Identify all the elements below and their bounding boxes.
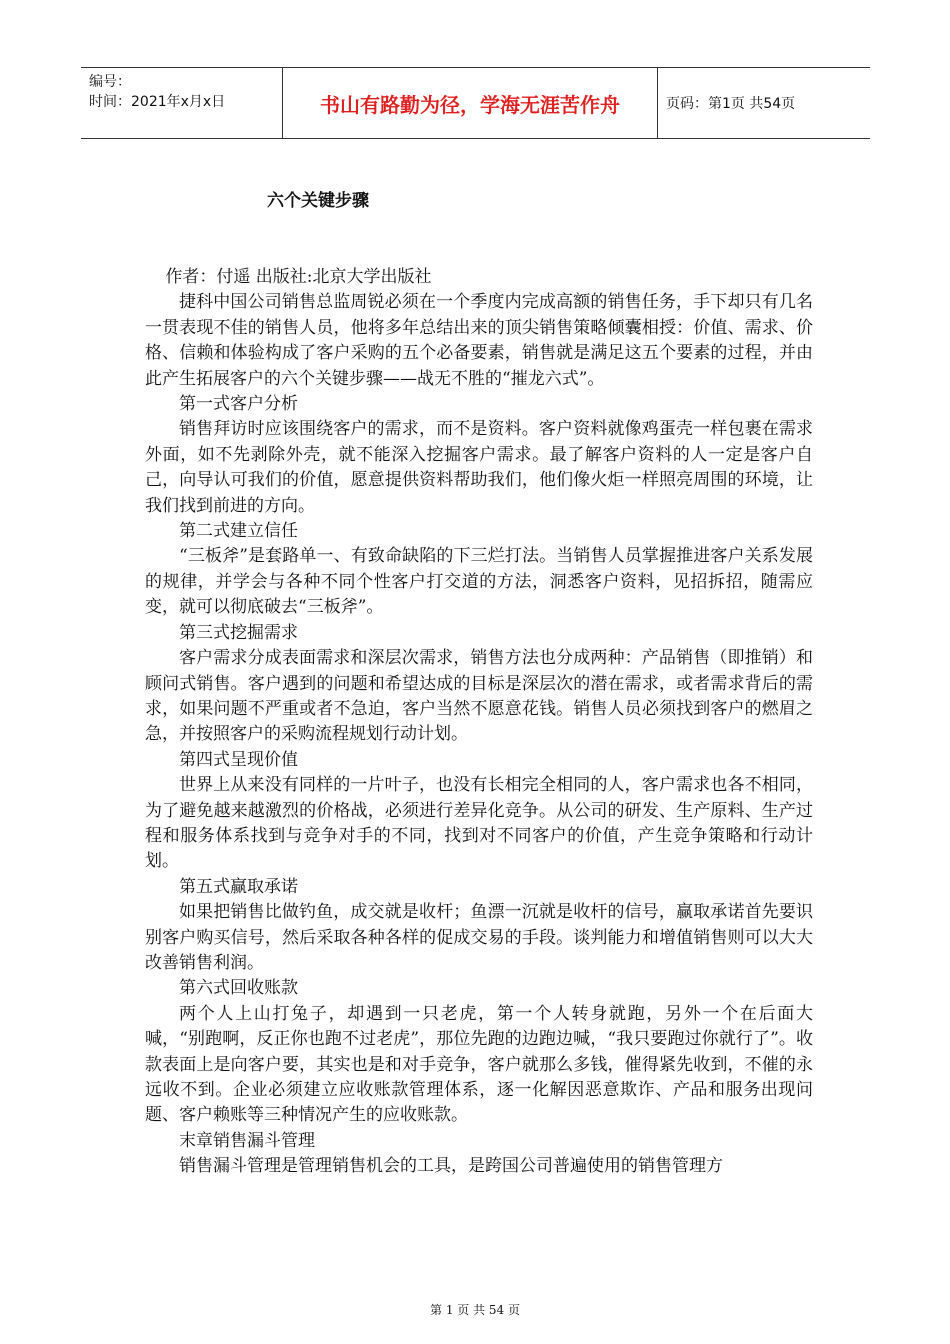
document-body <box>145 265 813 1180</box>
paragraph: 如果把销售比做钓鱼，成交就是收杆；鱼漂一沉就是收杆的信号，赢取承诺首先要识别客户购买信号，然后采取各种各样的促成交易的手段。谈判能力和增值销售则可以大大改善销售利润。 <box>145 902 813 973</box>
paragraph: “三板斧”是套路单一、有致命缺陷的下三烂打法。当销售人员掌握推进客户关系发展的规律，并学会与各种不同个性客户打交道的方法，洞悉客户资料，见招拆招，随需应变，就可以彻底破去“三板斧”。 <box>145 546 813 618</box>
document-header <box>81 67 870 139</box>
author-line: 作者：付遥 出版社:北京大学出版社 <box>165 267 432 287</box>
paragraph: 两个人上山打兔子，却遇到一只老虎，第一个人转身就跑，另外一个在后面大喊，“别跑啊，反正你也跑不过老虎”，那位先跑的边跑边喊，“我只要跑过你就行了”。收款表面上是向客户要，其实也是和对手竞争，客户就那么多钱，催得紧先收到，不催的永远收不到。企业必须建立应收账款管理体系，逐一化解因恶意欺诈、产品和服务出现问题、客户赖账等三种情况产生的应收账款。 <box>145 1003 813 1126</box>
section-heading: 第二式建立信任 <box>179 521 298 542</box>
section-heading: 第六式回收账款 <box>179 978 298 999</box>
section-heading: 第四式呈现价值 <box>179 749 298 770</box>
paragraph: 销售漏斗管理是管理销售机会的工具，是跨国公司普遍使用的销售管理方 <box>179 1156 723 1177</box>
paragraph-intro: 捷科中国公司销售总监周锐必须在一个季度内完成高额的销售任务，手下却只有几名一贯表现不佳的销售人员，他将多年总结出来的顶尖销售策略倾囊相授：价值、需求、价格、信赖和体验构成了客户采购的五个必备要素，销售就是满足这五个要素的过程，并由此产生拓展客户的六个关键步骤——战无不胜的“摧龙六式”。 <box>145 292 813 389</box>
time-label: 时间：2021年x月x日 <box>89 94 226 110</box>
section-heading: 第一式客户分析 <box>179 394 298 415</box>
section-heading: 第五式赢取承诺 <box>179 876 298 897</box>
paragraph: 销售拜访时应该围绕客户的需求，而不是资料。客户资料就像鸡蛋壳一样包裹在需求外面，如不先剥除外壳，就不能深入挖掘客户需求。最了解客户资料的人一定是客户自己，向导认可我们的价值，愿意提供资料帮助我们，他们像火炬一样照亮周围的环境，让我们找到前进的方向。 <box>145 419 813 516</box>
section-heading: 第三式挖掘需求 <box>179 622 298 643</box>
header-page-info: 页码：第1页 共54页 <box>666 96 796 112</box>
header-motto: 书山有路勤为径，学海无涯苦作舟 <box>283 68 658 138</box>
serial-label: 编号： <box>89 74 131 90</box>
header-meta <box>81 68 283 138</box>
document-title: 六个关键步骤 <box>267 191 369 211</box>
paragraph: 世界上从来没有同样的一片叶子，也没有长相完全相同的人，客户需求也各不相同，为了避免越来越激烈的价格战，必须进行差异化竞争。从公司的研发、生产原料、生产过程和服务体系找到与竞争对手的不同，找到对不同客户的价值，产生竞争策略和行动计划。 <box>145 775 813 872</box>
page-footer: 第 1 页 共 54 页 <box>430 1303 520 1317</box>
section-heading: 末章销售漏斗管理 <box>179 1130 315 1151</box>
paragraph: 客户需求分成表面需求和深层次需求，销售方法也分成两种：产品销售（即推销）和顾问式销售。客户遇到的问题和希望达成的目标是深层次的潜在需求，或者需求背后的需求，如果问题不严重或者不急迫，客户当然不愿意花钱。销售人员必须找到客户的燃眉之急，并按照客户的采购流程规划行动计划。 <box>145 648 813 745</box>
